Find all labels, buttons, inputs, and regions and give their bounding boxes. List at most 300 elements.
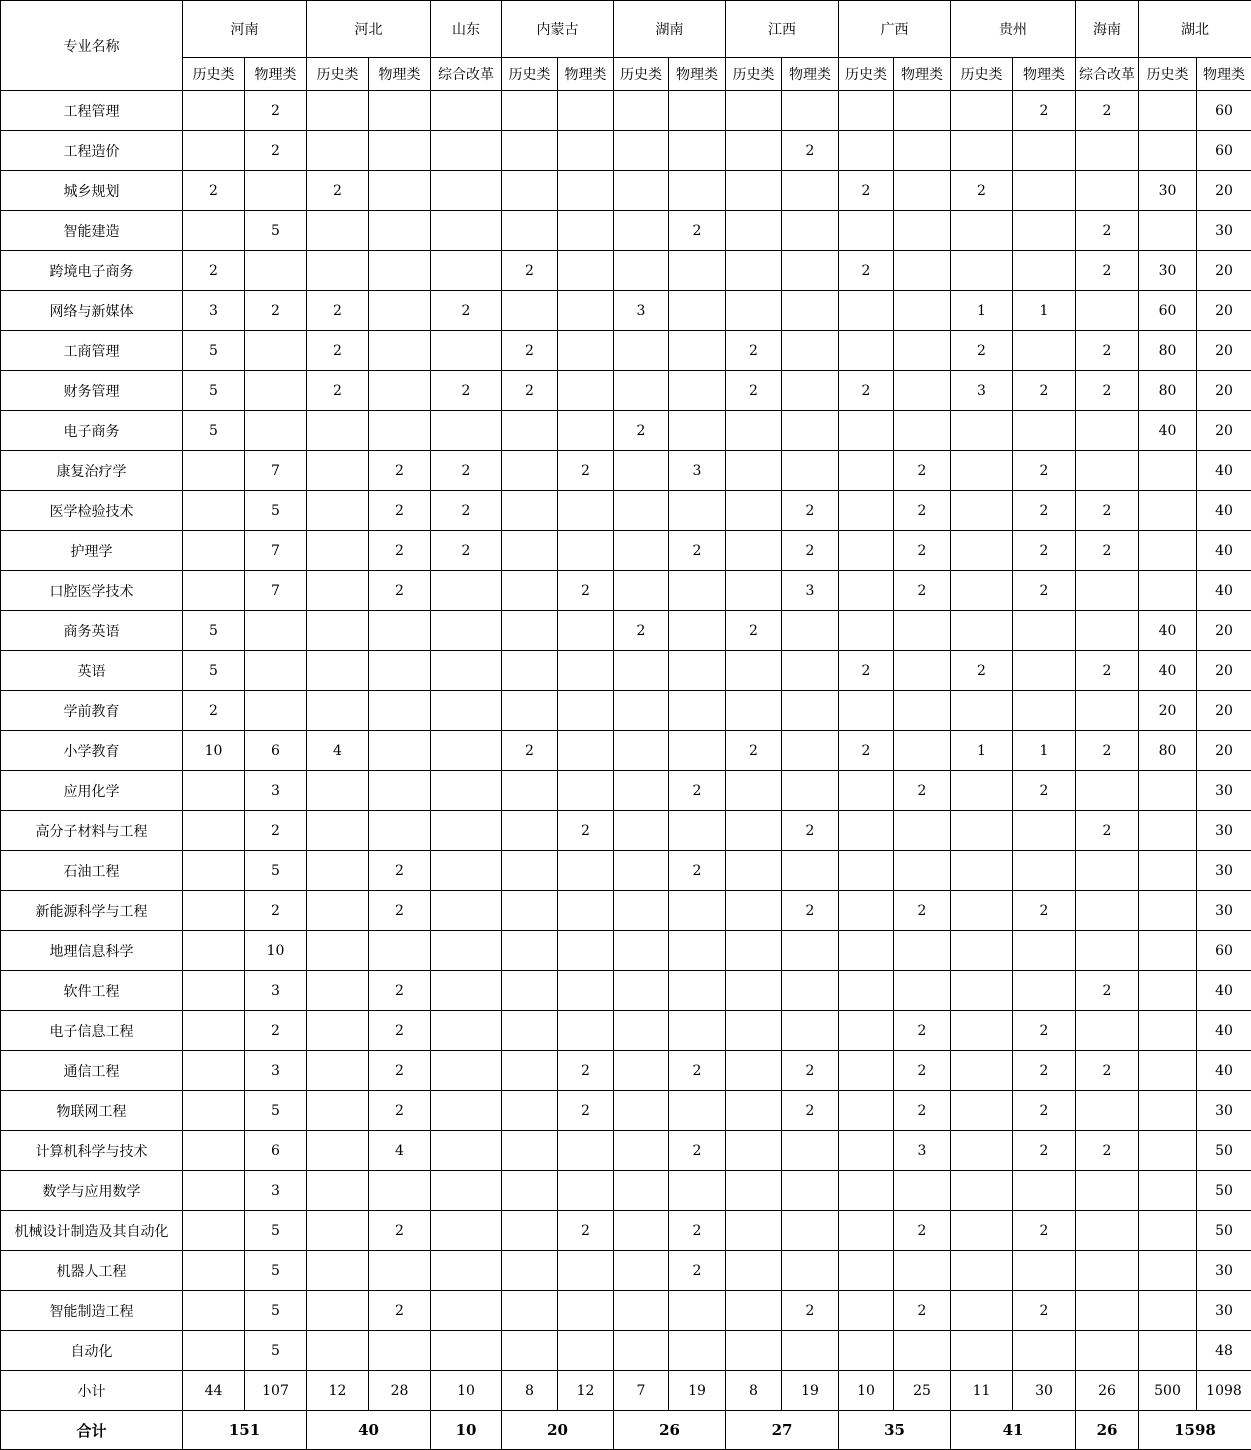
data-cell — [431, 411, 502, 451]
data-cell — [894, 251, 951, 291]
data-cell — [183, 1331, 245, 1371]
table-row — [1, 691, 1251, 731]
data-cell — [839, 571, 894, 611]
province-header: 内蒙古 — [502, 1, 614, 58]
data-cell: 2 — [1076, 651, 1139, 691]
data-cell — [183, 771, 245, 811]
data-cell — [614, 91, 669, 131]
data-cell: 20 — [1197, 611, 1251, 651]
data-cell — [307, 1291, 369, 1331]
data-cell: 30 — [1197, 211, 1251, 251]
data-cell — [502, 891, 558, 931]
data-cell — [1076, 891, 1139, 931]
data-cell — [1139, 531, 1197, 571]
data-cell — [1076, 851, 1139, 891]
data-cell: 40 — [1197, 1051, 1251, 1091]
total-cell: 1598 — [1139, 1411, 1251, 1450]
data-cell — [1013, 811, 1076, 851]
subtotal-cell: 11 — [951, 1371, 1013, 1411]
data-cell: 2 — [782, 1091, 839, 1131]
data-cell — [839, 771, 894, 811]
category-header: 历史类 — [839, 58, 894, 91]
major-name: 石油工程 — [1, 851, 183, 891]
data-cell — [1139, 1011, 1197, 1051]
table-row — [1, 771, 1251, 811]
category-header: 综合改革 — [1076, 58, 1139, 91]
category-header: 历史类 — [183, 58, 245, 91]
data-cell: 2 — [894, 1051, 951, 1091]
data-cell — [183, 1011, 245, 1051]
data-cell — [1013, 851, 1076, 891]
data-cell: 5 — [245, 491, 307, 531]
category-header: 物理类 — [369, 58, 431, 91]
category-header: 历史类 — [307, 58, 369, 91]
data-cell: 2 — [1076, 1051, 1139, 1091]
data-cell — [894, 331, 951, 371]
data-cell — [951, 451, 1013, 491]
table-row — [1, 531, 1251, 571]
data-cell: 30 — [1197, 891, 1251, 931]
data-cell — [369, 131, 431, 171]
data-cell — [782, 251, 839, 291]
data-cell — [614, 571, 669, 611]
subtotal-cell: 28 — [369, 1371, 431, 1411]
data-cell — [1076, 691, 1139, 731]
major-name: 网络与新媒体 — [1, 291, 183, 331]
data-cell — [307, 811, 369, 851]
data-cell: 2 — [307, 371, 369, 411]
data-cell: 2 — [894, 1011, 951, 1051]
data-cell — [307, 691, 369, 731]
data-cell — [558, 1131, 614, 1171]
data-cell: 3 — [245, 1051, 307, 1091]
data-cell: 2 — [669, 851, 726, 891]
subtotal-cell: 26 — [1076, 1371, 1139, 1411]
data-cell — [894, 1251, 951, 1291]
data-cell: 2 — [369, 1091, 431, 1131]
major-name: 数学与应用数学 — [1, 1171, 183, 1211]
data-cell — [669, 1091, 726, 1131]
data-cell: 3 — [245, 971, 307, 1011]
data-cell — [502, 451, 558, 491]
major-name: 通信工程 — [1, 1051, 183, 1091]
data-cell: 2 — [183, 251, 245, 291]
major-name: 城乡规划 — [1, 171, 183, 211]
data-cell: 2 — [669, 531, 726, 571]
data-cell: 2 — [894, 1291, 951, 1331]
data-cell: 6 — [245, 1131, 307, 1171]
data-cell: 2 — [894, 451, 951, 491]
data-cell — [1139, 811, 1197, 851]
data-cell — [951, 131, 1013, 171]
data-cell: 2 — [614, 411, 669, 451]
data-cell: 2 — [369, 1051, 431, 1091]
data-cell — [894, 651, 951, 691]
data-cell: 2 — [839, 731, 894, 771]
data-cell — [307, 891, 369, 931]
data-cell — [894, 131, 951, 171]
data-cell — [782, 411, 839, 451]
data-cell: 4 — [369, 1131, 431, 1171]
data-cell — [502, 1251, 558, 1291]
data-cell: 2 — [502, 331, 558, 371]
data-cell — [502, 411, 558, 451]
table-row — [1, 1011, 1251, 1051]
data-cell: 50 — [1197, 1131, 1251, 1171]
data-cell — [431, 251, 502, 291]
data-cell: 2 — [1013, 1211, 1076, 1251]
data-cell: 2 — [245, 131, 307, 171]
data-cell: 20 — [1197, 651, 1251, 691]
data-cell: 40 — [1197, 451, 1251, 491]
data-cell — [726, 531, 782, 571]
data-cell: 2 — [669, 1051, 726, 1091]
data-cell: 2 — [669, 211, 726, 251]
data-cell — [782, 731, 839, 771]
total-cell: 10 — [431, 1411, 502, 1450]
data-cell — [558, 971, 614, 1011]
data-cell: 5 — [183, 611, 245, 651]
total-cell: 35 — [839, 1411, 951, 1450]
data-cell — [502, 851, 558, 891]
data-cell — [183, 1131, 245, 1171]
data-cell: 4 — [307, 731, 369, 771]
data-cell: 3 — [669, 451, 726, 491]
data-cell — [951, 1011, 1013, 1051]
major-name: 应用化学 — [1, 771, 183, 811]
data-cell — [726, 811, 782, 851]
data-cell: 2 — [1076, 91, 1139, 131]
data-cell — [614, 1011, 669, 1051]
data-cell — [839, 611, 894, 651]
data-cell — [839, 1291, 894, 1331]
data-cell — [307, 451, 369, 491]
data-cell: 2 — [369, 1011, 431, 1051]
data-cell — [183, 1251, 245, 1291]
data-cell — [951, 1091, 1013, 1131]
data-cell — [839, 1331, 894, 1371]
data-cell — [669, 371, 726, 411]
data-cell — [839, 411, 894, 451]
data-cell — [431, 171, 502, 211]
data-cell — [183, 1291, 245, 1331]
data-cell: 2 — [669, 1251, 726, 1291]
category-header: 历史类 — [726, 58, 782, 91]
data-cell — [183, 531, 245, 571]
total-row — [1, 1411, 1251, 1450]
data-cell — [951, 1331, 1013, 1371]
data-cell: 2 — [245, 1011, 307, 1051]
category-header: 物理类 — [782, 58, 839, 91]
data-cell — [951, 1051, 1013, 1091]
data-cell — [726, 1091, 782, 1131]
total-cell: 41 — [951, 1411, 1076, 1450]
data-cell — [894, 971, 951, 1011]
major-name: 电子信息工程 — [1, 1011, 183, 1051]
data-cell — [669, 971, 726, 1011]
data-cell — [1076, 1011, 1139, 1051]
data-cell — [558, 771, 614, 811]
data-cell — [502, 291, 558, 331]
data-cell — [558, 1011, 614, 1051]
data-cell — [502, 691, 558, 731]
data-cell: 2 — [1013, 1131, 1076, 1171]
data-cell — [782, 211, 839, 251]
data-cell — [245, 411, 307, 451]
major-name: 工程管理 — [1, 91, 183, 131]
data-cell — [614, 531, 669, 571]
data-cell — [307, 1091, 369, 1131]
table-row — [1, 1171, 1251, 1211]
data-cell — [502, 771, 558, 811]
data-cell — [1139, 491, 1197, 531]
major-name: 小学教育 — [1, 731, 183, 771]
table-row — [1, 891, 1251, 931]
data-cell: 2 — [839, 371, 894, 411]
data-cell — [307, 131, 369, 171]
data-cell — [307, 411, 369, 451]
data-cell: 2 — [1076, 971, 1139, 1011]
data-cell — [307, 1331, 369, 1371]
data-cell: 5 — [245, 1211, 307, 1251]
data-cell — [558, 891, 614, 931]
subtotal-cell: 1098 — [1197, 1371, 1251, 1411]
data-cell — [307, 1171, 369, 1211]
data-cell — [894, 371, 951, 411]
data-cell — [183, 211, 245, 251]
data-cell — [614, 771, 669, 811]
data-cell: 2 — [894, 1091, 951, 1131]
data-cell: 20 — [1197, 331, 1251, 371]
data-cell — [726, 1051, 782, 1091]
data-cell — [839, 1251, 894, 1291]
data-cell: 2 — [369, 1291, 431, 1331]
data-cell — [669, 251, 726, 291]
data-cell — [558, 171, 614, 211]
data-cell — [183, 811, 245, 851]
table-header — [1, 1, 1251, 91]
subtotal-cell: 19 — [669, 1371, 726, 1411]
data-cell — [558, 691, 614, 731]
data-cell — [431, 1011, 502, 1051]
data-cell — [1139, 1291, 1197, 1331]
corner-header: 专业名称 — [1, 1, 183, 91]
data-cell — [431, 1331, 502, 1371]
table-row — [1, 1211, 1251, 1251]
data-cell: 3 — [614, 291, 669, 331]
data-cell: 40 — [1139, 651, 1197, 691]
data-cell — [894, 731, 951, 771]
data-cell — [502, 91, 558, 131]
data-cell — [431, 1091, 502, 1131]
data-cell — [782, 691, 839, 731]
data-cell — [369, 411, 431, 451]
data-cell — [782, 451, 839, 491]
data-cell — [558, 851, 614, 891]
data-cell — [726, 691, 782, 731]
data-cell — [951, 251, 1013, 291]
data-cell — [669, 931, 726, 971]
data-cell — [558, 1171, 614, 1211]
data-cell: 60 — [1197, 131, 1251, 171]
data-cell — [1076, 1091, 1139, 1131]
table-row — [1, 131, 1251, 171]
subtotal-cell: 25 — [894, 1371, 951, 1411]
province-header: 山东 — [431, 1, 502, 58]
data-cell — [782, 1211, 839, 1251]
data-cell: 2 — [245, 291, 307, 331]
data-cell: 2 — [1076, 731, 1139, 771]
data-cell: 2 — [782, 491, 839, 531]
data-cell: 3 — [894, 1131, 951, 1171]
data-cell — [431, 1211, 502, 1251]
total-cell: 26 — [1076, 1411, 1139, 1450]
data-cell — [839, 291, 894, 331]
data-cell: 2 — [782, 531, 839, 571]
data-cell: 2 — [369, 1211, 431, 1251]
data-cell — [431, 1171, 502, 1211]
data-cell — [307, 211, 369, 251]
data-cell — [1076, 1171, 1139, 1211]
table-body — [1, 91, 1251, 1450]
data-cell — [1013, 651, 1076, 691]
data-cell — [431, 771, 502, 811]
data-cell — [894, 691, 951, 731]
data-cell: 2 — [1076, 491, 1139, 531]
data-cell — [951, 691, 1013, 731]
data-cell — [1139, 851, 1197, 891]
data-cell — [307, 1051, 369, 1091]
major-name: 新能源科学与工程 — [1, 891, 183, 931]
data-cell — [614, 851, 669, 891]
data-cell: 2 — [1013, 1291, 1076, 1331]
data-cell: 2 — [369, 851, 431, 891]
data-cell: 2 — [369, 971, 431, 1011]
data-cell: 3 — [782, 571, 839, 611]
data-cell — [782, 851, 839, 891]
data-cell — [726, 971, 782, 1011]
data-cell — [614, 491, 669, 531]
data-cell: 2 — [894, 571, 951, 611]
data-cell — [669, 731, 726, 771]
data-cell — [431, 731, 502, 771]
data-cell — [614, 1131, 669, 1171]
data-cell — [369, 771, 431, 811]
subtotal-cell: 44 — [183, 1371, 245, 1411]
data-cell — [369, 371, 431, 411]
data-cell — [669, 611, 726, 651]
data-cell — [1013, 131, 1076, 171]
data-cell — [782, 371, 839, 411]
data-cell — [307, 931, 369, 971]
data-cell — [782, 931, 839, 971]
data-cell — [669, 171, 726, 211]
data-cell — [431, 611, 502, 651]
data-cell — [369, 1331, 431, 1371]
data-cell — [894, 91, 951, 131]
subtotal-label: 小计 — [1, 1371, 183, 1411]
data-cell — [726, 1291, 782, 1331]
data-cell: 2 — [839, 251, 894, 291]
data-cell: 2 — [669, 1131, 726, 1171]
major-name: 机器人工程 — [1, 1251, 183, 1291]
data-cell: 2 — [951, 331, 1013, 371]
data-cell — [502, 531, 558, 571]
data-cell — [951, 851, 1013, 891]
data-cell — [1013, 211, 1076, 251]
data-cell: 2 — [558, 811, 614, 851]
province-header: 广西 — [839, 1, 951, 58]
data-cell — [894, 171, 951, 211]
major-name: 医学检验技术 — [1, 491, 183, 531]
data-cell — [951, 571, 1013, 611]
data-cell: 2 — [558, 571, 614, 611]
subtotal-cell: 500 — [1139, 1371, 1197, 1411]
data-cell — [669, 1291, 726, 1331]
data-cell: 6 — [245, 731, 307, 771]
data-cell — [669, 1331, 726, 1371]
data-cell — [369, 1171, 431, 1211]
data-cell — [1139, 931, 1197, 971]
data-cell — [558, 731, 614, 771]
data-cell — [1139, 571, 1197, 611]
major-name: 跨境电子商务 — [1, 251, 183, 291]
data-cell — [669, 131, 726, 171]
data-cell — [726, 291, 782, 331]
data-cell: 30 — [1197, 1251, 1251, 1291]
data-cell: 2 — [307, 291, 369, 331]
major-name: 商务英语 — [1, 611, 183, 651]
data-cell — [614, 971, 669, 1011]
data-cell — [726, 491, 782, 531]
data-cell: 2 — [1013, 771, 1076, 811]
data-cell — [558, 251, 614, 291]
data-cell — [502, 611, 558, 651]
data-cell — [1076, 171, 1139, 211]
data-cell: 20 — [1197, 251, 1251, 291]
data-cell: 2 — [1013, 1051, 1076, 1091]
data-cell: 2 — [502, 371, 558, 411]
data-cell — [307, 971, 369, 1011]
data-cell — [1139, 891, 1197, 931]
data-cell — [726, 1331, 782, 1371]
data-cell — [431, 1051, 502, 1091]
major-name: 物联网工程 — [1, 1091, 183, 1131]
data-cell — [782, 1331, 839, 1371]
major-name: 护理学 — [1, 531, 183, 571]
category-header: 综合改革 — [431, 58, 502, 91]
data-cell — [1013, 971, 1076, 1011]
data-cell — [502, 491, 558, 531]
data-cell — [369, 731, 431, 771]
data-cell: 2 — [1013, 571, 1076, 611]
data-cell — [839, 1091, 894, 1131]
data-cell: 1 — [951, 291, 1013, 331]
data-cell — [951, 611, 1013, 651]
data-cell — [726, 251, 782, 291]
data-cell: 2 — [1013, 891, 1076, 931]
data-cell — [245, 331, 307, 371]
province-header: 河北 — [307, 1, 431, 58]
province-header: 海南 — [1076, 1, 1139, 58]
data-cell — [558, 331, 614, 371]
data-cell — [1076, 611, 1139, 651]
data-cell — [894, 611, 951, 651]
data-cell — [369, 291, 431, 331]
data-cell — [431, 651, 502, 691]
table-row — [1, 611, 1251, 651]
data-cell: 2 — [614, 611, 669, 651]
